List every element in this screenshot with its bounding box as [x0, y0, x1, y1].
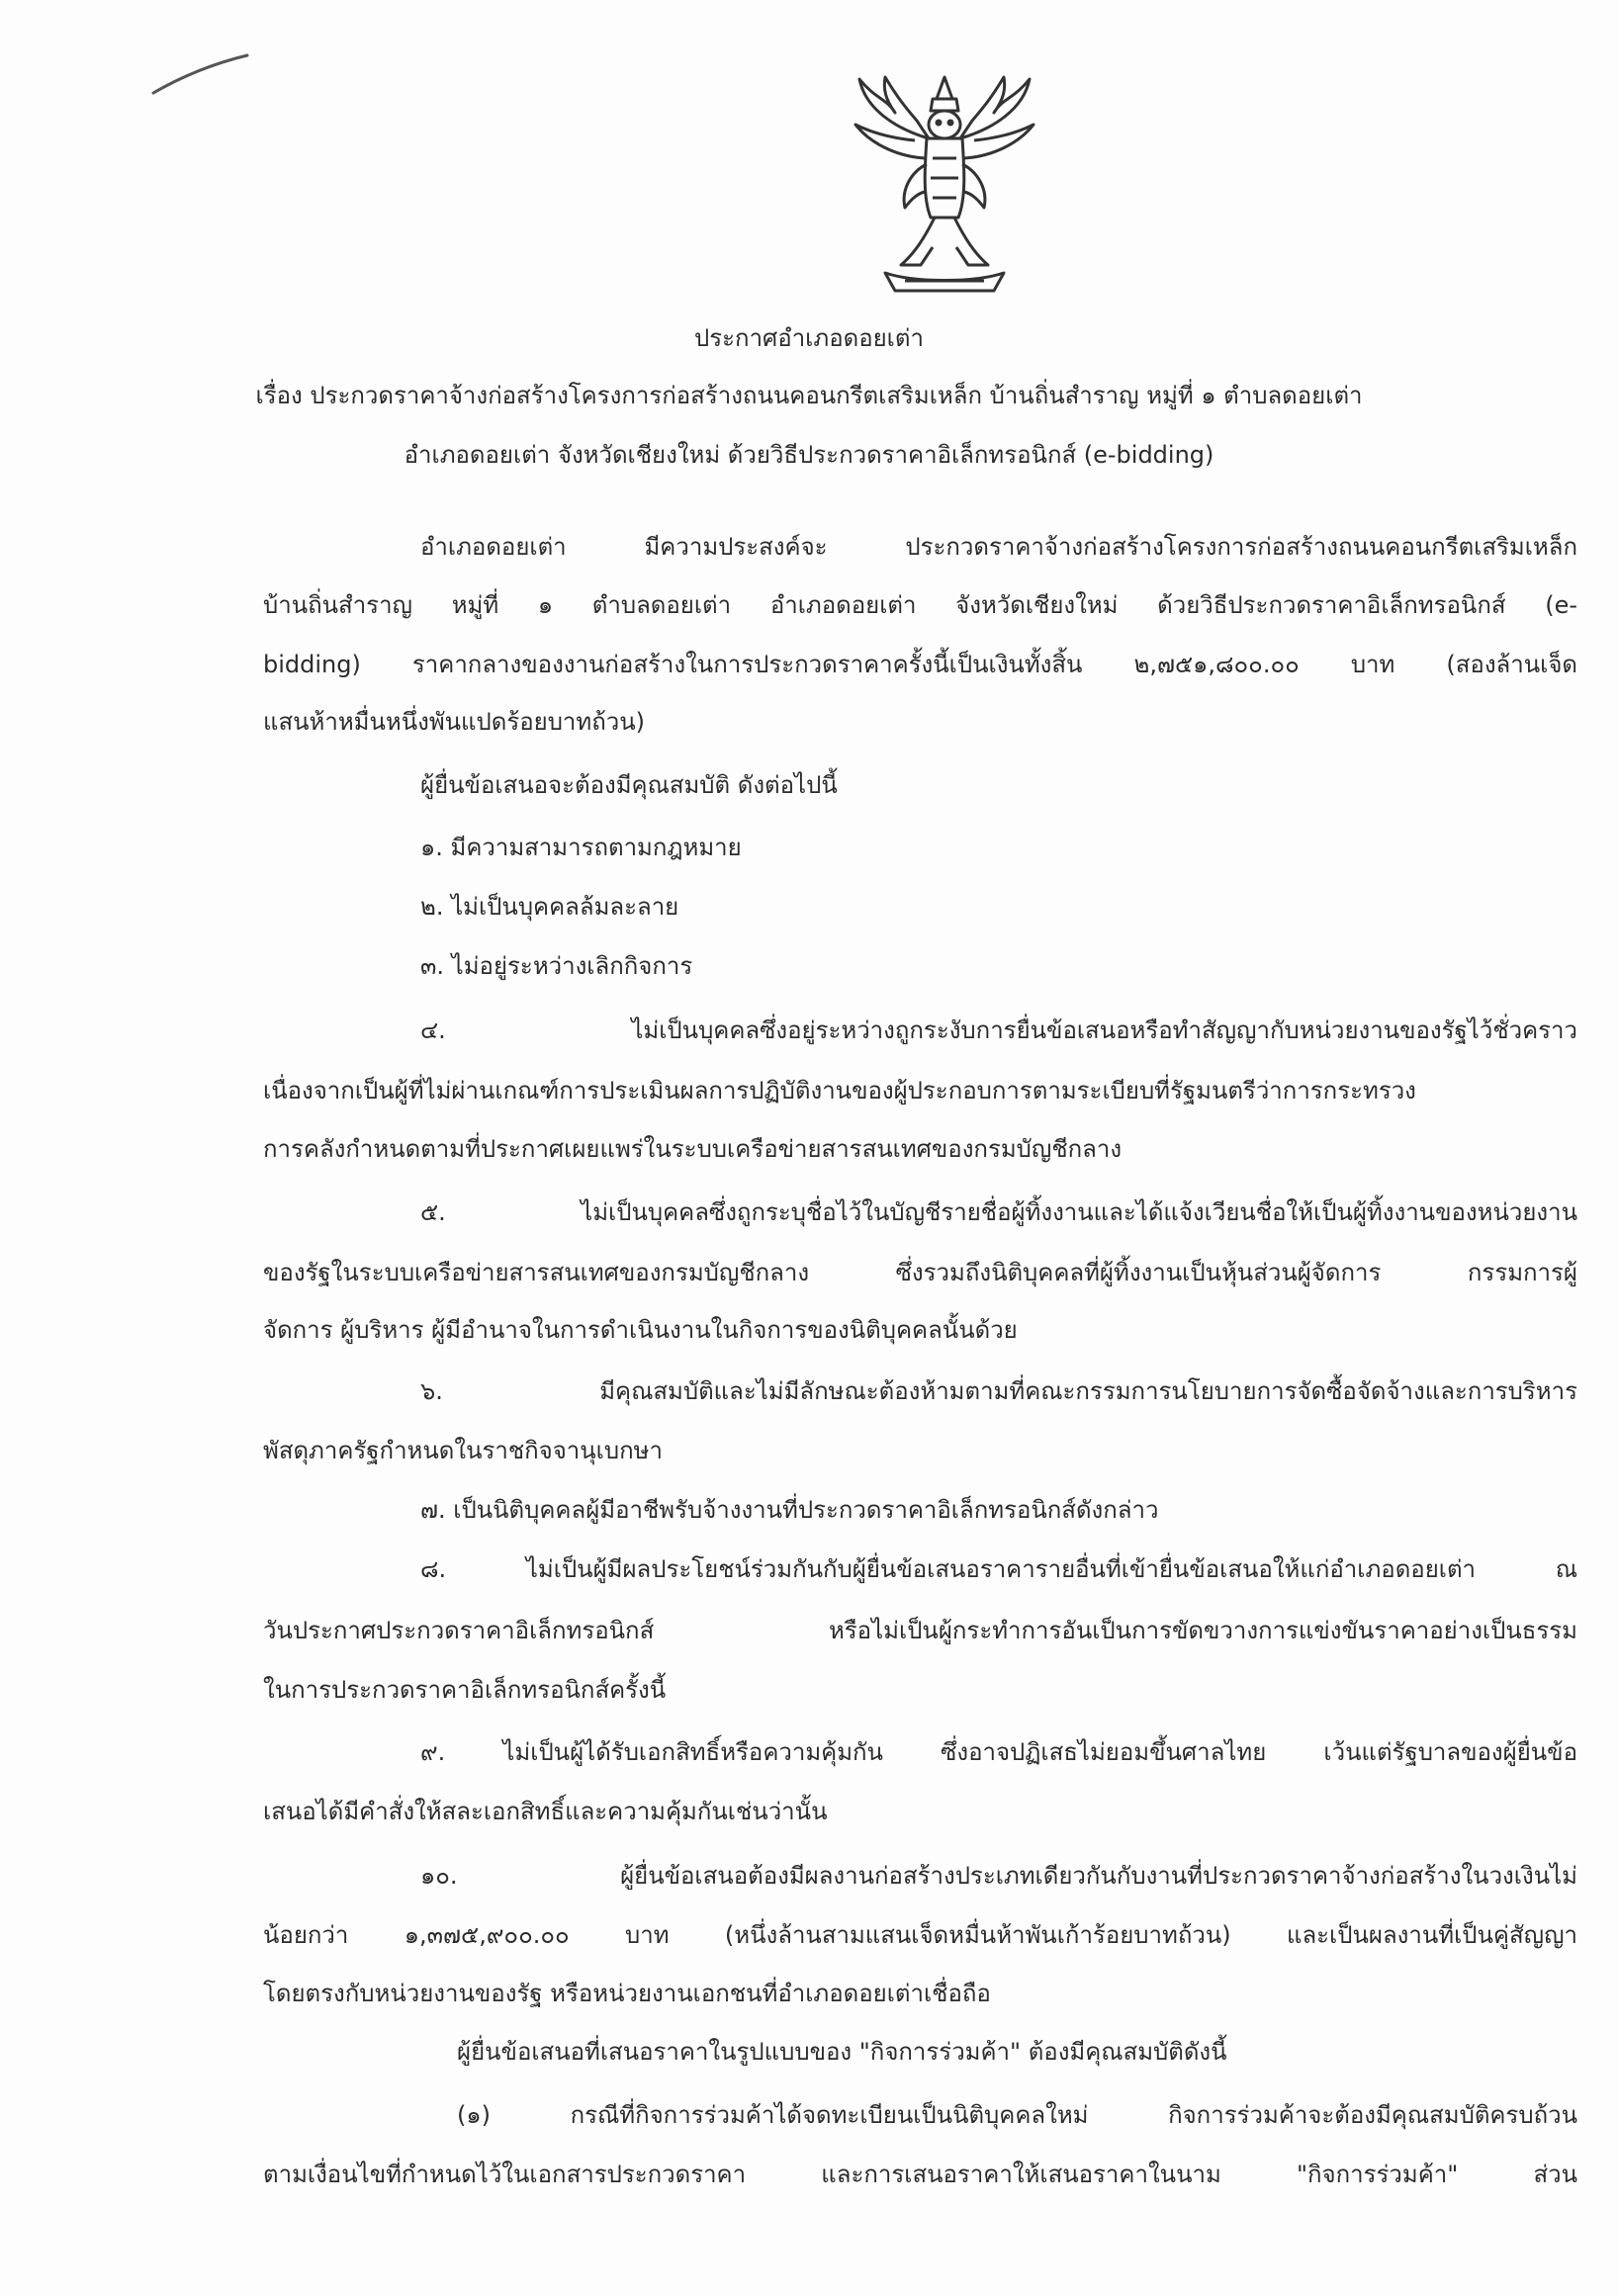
item-6-line-1: ๖. มีคุณสมบัติและไม่มีลักษณะต้องห้ามตามที่คณะกรรมการนโยบายการจัดซื้อจัดจ้างและการบริหาร	[420, 1377, 1577, 1405]
item-10-line-2: น้อยกว่า ๑,๓๗๕,๙๐๐.๐๐ บาท (หนึ่งล้านสามแสนเจ็ดหมื่นห้าพันเก้าร้อยบาทถ้วน) และเป็นผลงานที่เป็นคู่สัญญา	[263, 1921, 1577, 1949]
subject-line-2: อำเภอดอยเต่า จังหวัดเชียงใหม่ ด้วยวิธีประกวดราคาอิเล็กทรอนิกส์ (e-bidding)	[404, 441, 1214, 469]
item-4-line-2: เนื่องจากเป็นผู้ที่ไม่ผ่านเกณฑ์การประเมินผลการปฏิบัติงานของผู้ประกอบการตามระเบียบที่รัฐมนตรีว่าการกระทรวง	[263, 1077, 1416, 1104]
garuda-emblem-icon	[846, 69, 1043, 297]
item-10-line-3: โดยตรงกับหน่วยงานของรัฐ หรือหน่วยงานเอกชนที่อำเภอดอยเต่าเชื่อถือ	[263, 1980, 991, 2007]
item-3: ๓. ไม่อยู่ระหว่างเลิกกิจการ	[420, 952, 693, 980]
intro-line-1: อำเภอดอยเต่า มีความประสงค์จะ ประกวดราคาจ้างก่อสร้างโครงการก่อสร้างถนนคอนกรีตเสริมเหล็ก	[420, 533, 1577, 561]
item-9-line-1: ๙. ไม่เป็นผู้ได้รับเอกสิทธิ์หรือความคุ้มกัน ซึ่งอาจปฏิเสธไม่ยอมขึ้นศาลไทย เว้นแต่รัฐบาลของผู้ยื่นข้อ	[420, 1738, 1577, 1766]
item-8-line-1: ๘. ไม่เป็นผู้มีผลประโยชน์ร่วมกันกับผู้ยื่นข้อเสนอราคารายอื่นที่เข้ายื่นข้อเสนอให้แก่อำเภอดอยเต่า ณ	[420, 1555, 1577, 1583]
joint-venture-item-1-line-1: (๑) กรณีที่กิจการร่วมค้าได้จดทะเบียนเป็นนิติบุคคลใหม่ กิจการร่วมค้าจะต้องมีคุณสมบัติครบถ้วน	[457, 2101, 1577, 2129]
joint-venture-intro: ผู้ยื่นข้อเสนอที่เสนอราคาในรูปแบบของ "กิจการร่วมค้า" ต้องมีคุณสมบัติดังนี้	[457, 2038, 1227, 2066]
qualification-intro: ผู้ยื่นข้อเสนอจะต้องมีคุณสมบัติ ดังต่อไปนี้	[420, 771, 838, 799]
item-2: ๒. ไม่เป็นบุคคลล้มละลาย	[420, 893, 679, 921]
item-5-line-1: ๕. ไม่เป็นบุคคลซึ่งถูกระบุชื่อไว้ในบัญชีรายชื่อผู้ทิ้งงานและได้แจ้งเวียนชื่อให้เป็นผู้ทิ้งงานของหน่วยงาน	[420, 1198, 1577, 1226]
item-8-line-2: วันประกาศประกวดราคาอิเล็กทรอนิกส์ หรือไม่เป็นผู้กระทำการอันเป็นการขัดขวางการแข่งขันราคาอย่างเป็นธรรม	[263, 1617, 1577, 1644]
item-4-line-1: ๔. ไม่เป็นบุคคลซึ่งอยู่ระหว่างถูกระงับการยื่นข้อเสนอหรือทำสัญญากับหน่วยงานของรัฐไว้ชั่วคราว	[420, 1016, 1577, 1044]
intro-line-3: bidding) ราคากลางของงานก่อสร้างในการประกวดราคาครั้งนี้เป็นเงินทั้งสิ้น ๒,๗๕๑,๘๐๐.๐๐ บาท (สองล้านเจ็ด	[263, 651, 1577, 678]
item-8-line-3: ในการประกวดราคาอิเล็กทรอนิกส์ครั้งนี้	[263, 1676, 667, 1704]
item-7: ๗. เป็นนิติบุคคลผู้มีอาชีพรับจ้างงานที่ประกวดราคาอิเล็กทรอนิกส์ดังกล่าว	[420, 1496, 1159, 1524]
item-10-line-1: ๑๐. ผู้ยื่นข้อเสนอต้องมีผลงานก่อสร้างประเภทเดียวกันกับงานที่ประกวดราคาจ้างก่อสร้างในวงเงินไม่	[420, 1862, 1577, 1890]
item-1: ๑. มีความสามารถตามกฎหมาย	[420, 834, 742, 861]
item-6-line-2: พัสดุภาครัฐกำหนดในราชกิจจานุเบกษา	[263, 1437, 663, 1464]
pen-stroke-mark	[148, 49, 257, 99]
subject-line-1: เรื่อง ประกวดราคาจ้างก่อสร้างโครงการก่อสร้างถนนคอนกรีตเสริมเหล็ก บ้านถิ่นสำราญ หมู่ที่ ๑ ตำบลดอยเต่า	[255, 382, 1363, 409]
document-title: ประกาศอำเภอดอยเต่า	[694, 324, 924, 352]
item-5-line-3: จัดการ ผู้บริหาร ผู้มีอำนาจในการดำเนินงานในกิจการของนิติบุคคลนั้นด้วย	[263, 1316, 1018, 1344]
item-5-line-2: ของรัฐในระบบเครือข่ายสารสนเทศของกรมบัญชีกลาง ซึ่งรวมถึงนิติบุคคลที่ผู้ทิ้งงานเป็นหุ้นส่วนผู้จัดการ กรรมการผู้	[263, 1259, 1577, 1286]
item-9-line-2: เสนอได้มีคำสั่งให้สละเอกสิทธิ์และความคุ้มกันเช่นว่านั้น	[263, 1798, 828, 1825]
intro-line-4: แสนห้าหมื่นหนึ่งพันแปดร้อยบาทถ้วน)	[263, 708, 646, 736]
item-4-line-3: การคลังกำหนดตามที่ประกาศเผยแพร่ในระบบเครือข่ายสารสนเทศของกรมบัญชีกลาง	[263, 1135, 1123, 1163]
intro-line-2: บ้านถิ่นสำราญ หมู่ที่ ๑ ตำบลดอยเต่า อำเภอดอยเต่า จังหวัดเชียงใหม่ ด้วยวิธีประกวดราคาอิเล็กทรอนิกส์ (e-	[263, 591, 1577, 619]
joint-venture-item-1-line-2: ตามเงื่อนไขที่กำหนดไว้ในเอกสารประกวดราคา และการเสนอราคาให้เสนอราคาในนาม "กิจการร่วมค้า" ส่วน	[263, 2161, 1577, 2188]
